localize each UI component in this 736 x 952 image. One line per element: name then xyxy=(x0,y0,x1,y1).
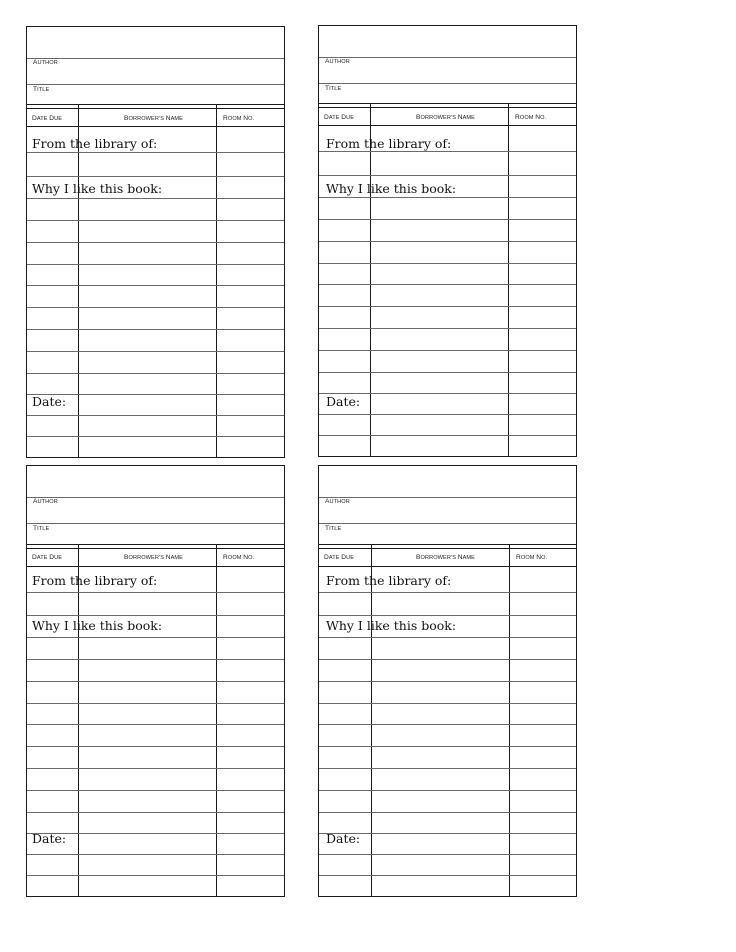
row-line xyxy=(27,768,284,769)
room-no-header: ROOM NO. xyxy=(516,554,548,561)
author-rule xyxy=(27,58,284,59)
from-library-text: From the library of: xyxy=(326,573,452,588)
row-line xyxy=(27,724,284,725)
title-label: TITLE xyxy=(325,525,342,532)
row-line xyxy=(319,592,576,593)
header-rule-top xyxy=(27,104,284,105)
row-line xyxy=(319,372,576,373)
title-rule xyxy=(319,523,576,524)
row-line xyxy=(319,703,576,704)
room-no-header: ROOM NO. xyxy=(223,554,255,561)
date-text: Date: xyxy=(32,831,67,846)
row-line xyxy=(27,152,284,153)
library-card xyxy=(26,26,285,458)
row-line xyxy=(27,637,284,638)
row-line xyxy=(27,659,284,660)
from-library-text: From the library of: xyxy=(32,573,158,588)
date-due-column-divider xyxy=(371,544,372,896)
author-label: AUTHOR xyxy=(325,498,350,505)
row-line xyxy=(27,854,284,855)
row-line xyxy=(27,220,284,221)
title-rule xyxy=(27,523,284,524)
row-line xyxy=(319,875,576,876)
header-rule-bottom xyxy=(27,108,284,109)
room-column-divider xyxy=(509,544,510,896)
row-line xyxy=(319,854,576,855)
column-header-rule xyxy=(319,125,576,126)
row-line xyxy=(319,768,576,769)
borrower-name-header: BORROWER'S NAME xyxy=(124,554,183,561)
room-column-divider xyxy=(508,103,509,456)
title-label: TITLE xyxy=(325,85,342,92)
why-like-text: Why I like this book: xyxy=(326,181,457,196)
row-line xyxy=(319,681,576,682)
author-rule xyxy=(27,497,284,498)
header-rule-top xyxy=(319,544,576,545)
row-line xyxy=(27,746,284,747)
row-line xyxy=(319,746,576,747)
borrower-name-header: BORROWER'S NAME xyxy=(416,114,475,121)
author-label: AUTHOR xyxy=(33,498,58,505)
date-due-column-divider xyxy=(370,103,371,456)
row-line xyxy=(27,373,284,374)
row-line xyxy=(319,659,576,660)
row-line xyxy=(27,415,284,416)
row-line xyxy=(27,875,284,876)
row-line xyxy=(27,329,284,330)
row-line xyxy=(319,414,576,415)
title-label: TITLE xyxy=(33,86,50,93)
from-library-text: From the library of: xyxy=(32,136,158,151)
date-due-column-divider xyxy=(78,544,79,896)
row-line xyxy=(319,328,576,329)
header-rule-top xyxy=(27,544,284,545)
borrower-name-header: BORROWER'S NAME xyxy=(416,554,475,561)
why-like-text: Why I like this book: xyxy=(32,618,163,633)
row-line xyxy=(319,284,576,285)
row-line xyxy=(27,351,284,352)
row-line xyxy=(319,175,576,176)
row-line xyxy=(319,219,576,220)
row-line xyxy=(27,436,284,437)
row-line xyxy=(319,151,576,152)
author-rule xyxy=(319,497,576,498)
header-rule-top xyxy=(319,103,576,104)
author-rule xyxy=(319,57,576,58)
title-label: TITLE xyxy=(33,525,50,532)
row-line xyxy=(27,242,284,243)
author-label: AUTHOR xyxy=(33,59,58,66)
author-label: AUTHOR xyxy=(325,58,350,65)
library-card xyxy=(318,25,577,457)
why-like-text: Why I like this book: xyxy=(326,618,457,633)
row-line xyxy=(319,350,576,351)
library-card xyxy=(26,465,285,897)
row-line xyxy=(319,615,576,616)
header-rule-bottom xyxy=(319,107,576,108)
library-card xyxy=(318,465,577,897)
row-line xyxy=(27,285,284,286)
row-line xyxy=(319,263,576,264)
row-line xyxy=(319,241,576,242)
row-line xyxy=(27,592,284,593)
row-line xyxy=(27,176,284,177)
room-column-divider xyxy=(216,104,217,457)
row-line xyxy=(27,264,284,265)
row-line xyxy=(27,307,284,308)
header-rule-bottom xyxy=(319,548,576,549)
date-text: Date: xyxy=(326,394,361,409)
row-line xyxy=(27,812,284,813)
date-due-header: DATE DUE xyxy=(324,114,355,121)
column-header-rule xyxy=(27,126,284,127)
row-line xyxy=(319,435,576,436)
row-line xyxy=(27,703,284,704)
row-line xyxy=(27,615,284,616)
row-line xyxy=(319,812,576,813)
date-text: Date: xyxy=(32,394,67,409)
why-like-text: Why I like this book: xyxy=(32,181,163,196)
row-line xyxy=(27,790,284,791)
row-line xyxy=(27,681,284,682)
row-line xyxy=(319,637,576,638)
title-rule xyxy=(27,84,284,85)
date-due-header: DATE DUE xyxy=(324,554,355,561)
date-due-column-divider xyxy=(78,104,79,457)
row-line xyxy=(319,724,576,725)
row-line xyxy=(27,198,284,199)
room-no-header: ROOM NO. xyxy=(223,115,255,122)
row-line xyxy=(319,790,576,791)
row-line xyxy=(319,197,576,198)
title-rule xyxy=(319,83,576,84)
room-column-divider xyxy=(216,544,217,896)
borrower-name-header: BORROWER'S NAME xyxy=(124,115,183,122)
date-text: Date: xyxy=(326,831,361,846)
column-header-rule xyxy=(27,566,284,567)
from-library-text: From the library of: xyxy=(326,136,452,151)
date-due-header: DATE DUE xyxy=(32,115,63,122)
room-no-header: ROOM NO. xyxy=(515,114,547,121)
date-due-header: DATE DUE xyxy=(32,554,63,561)
column-header-rule xyxy=(319,566,576,567)
header-rule-bottom xyxy=(27,548,284,549)
row-line xyxy=(319,306,576,307)
